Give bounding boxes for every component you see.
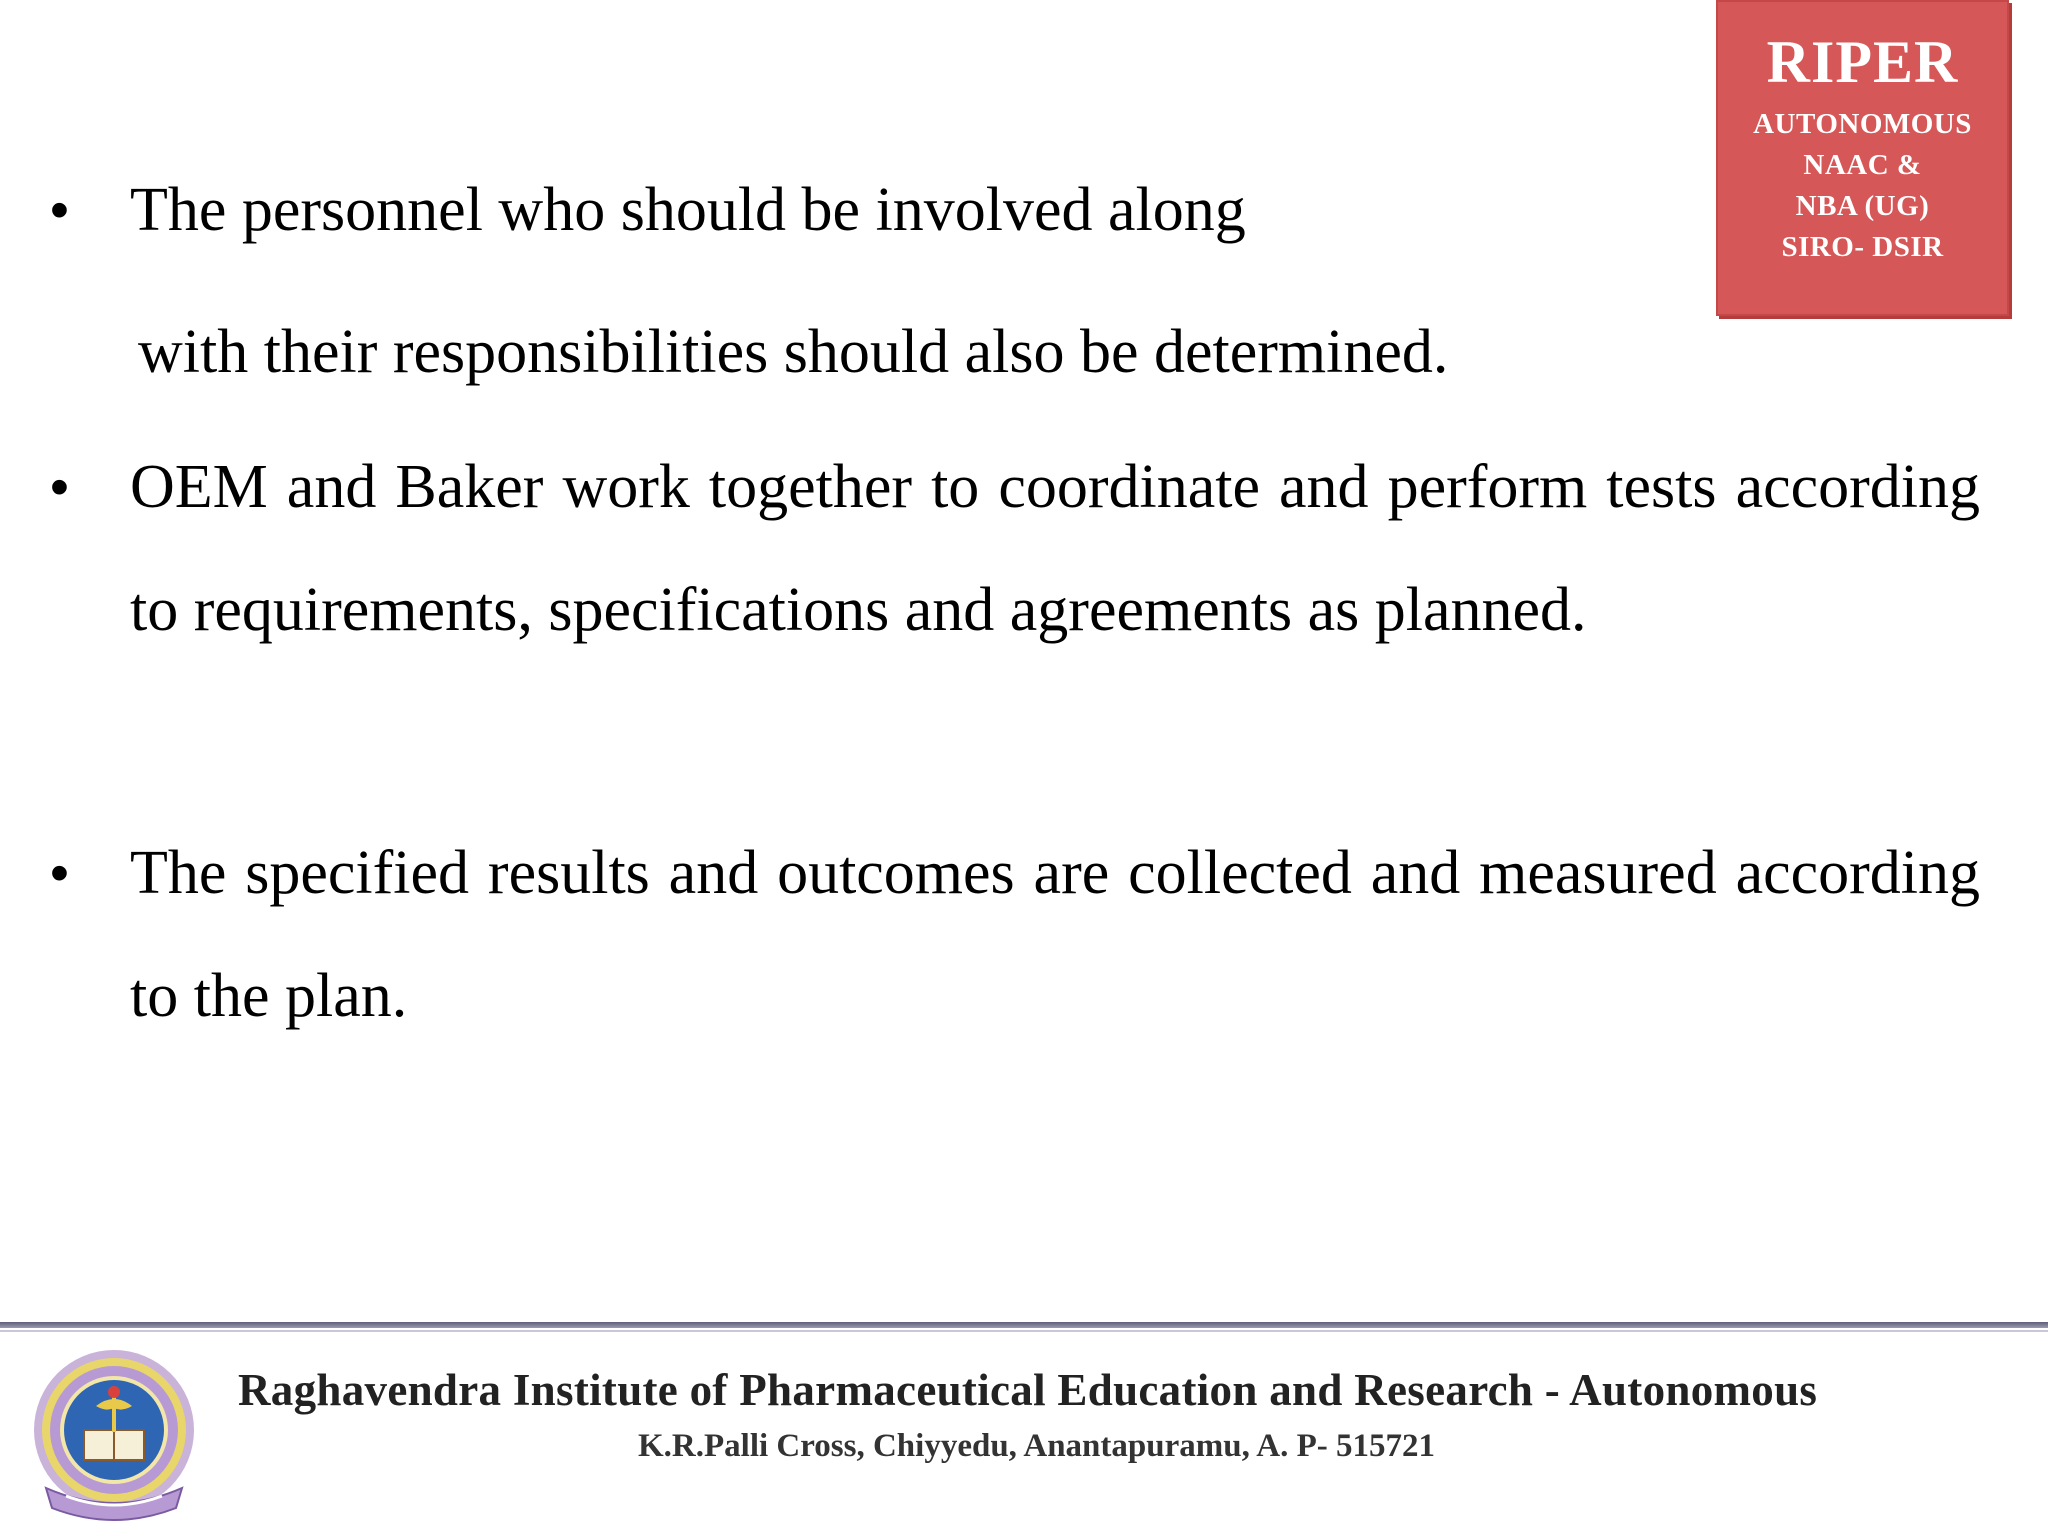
badge-line: SIRO- DSIR (1781, 231, 1944, 263)
bullet-text-continuation: with their responsibilities should also be determined. (138, 318, 1449, 386)
bullet-icon: • (50, 457, 69, 517)
footer-divider (0, 1322, 2048, 1328)
institute-emblem-icon (26, 1348, 202, 1524)
bullet-item (50, 812, 1980, 1058)
badge-line: AUTONOMOUS (1753, 108, 1972, 140)
bullet-icon: • (50, 180, 69, 240)
bullet-text: OEM and Baker work together to coordinate and perform tests according to requirements, specifications and agreements as planned. (130, 453, 1980, 644)
riper-badge (1716, 0, 2009, 316)
badge-title: RIPER (1766, 29, 1959, 95)
footer-institute-name: Raghavendra Institute of Pharmaceutical Education and Research - Autonomous (238, 1365, 1818, 1415)
bullet-text: The specified results and outcomes are collected and measured according to the plan. (130, 839, 1980, 1030)
footer-divider-shadow (0, 1330, 2048, 1332)
footer-address: K.R.Palli Cross, Chiyyedu, Anantapuramu, A. P- 515721 (638, 1428, 1435, 1464)
bullet-item (50, 170, 1980, 250)
bullet-item (50, 426, 1980, 672)
badge-line: NBA (UG) (1795, 190, 1930, 222)
badge-line: NAAC & (1803, 149, 1922, 181)
bullet-icon: • (50, 843, 69, 903)
bullet-text: The personnel who should be involved along (130, 176, 1246, 244)
